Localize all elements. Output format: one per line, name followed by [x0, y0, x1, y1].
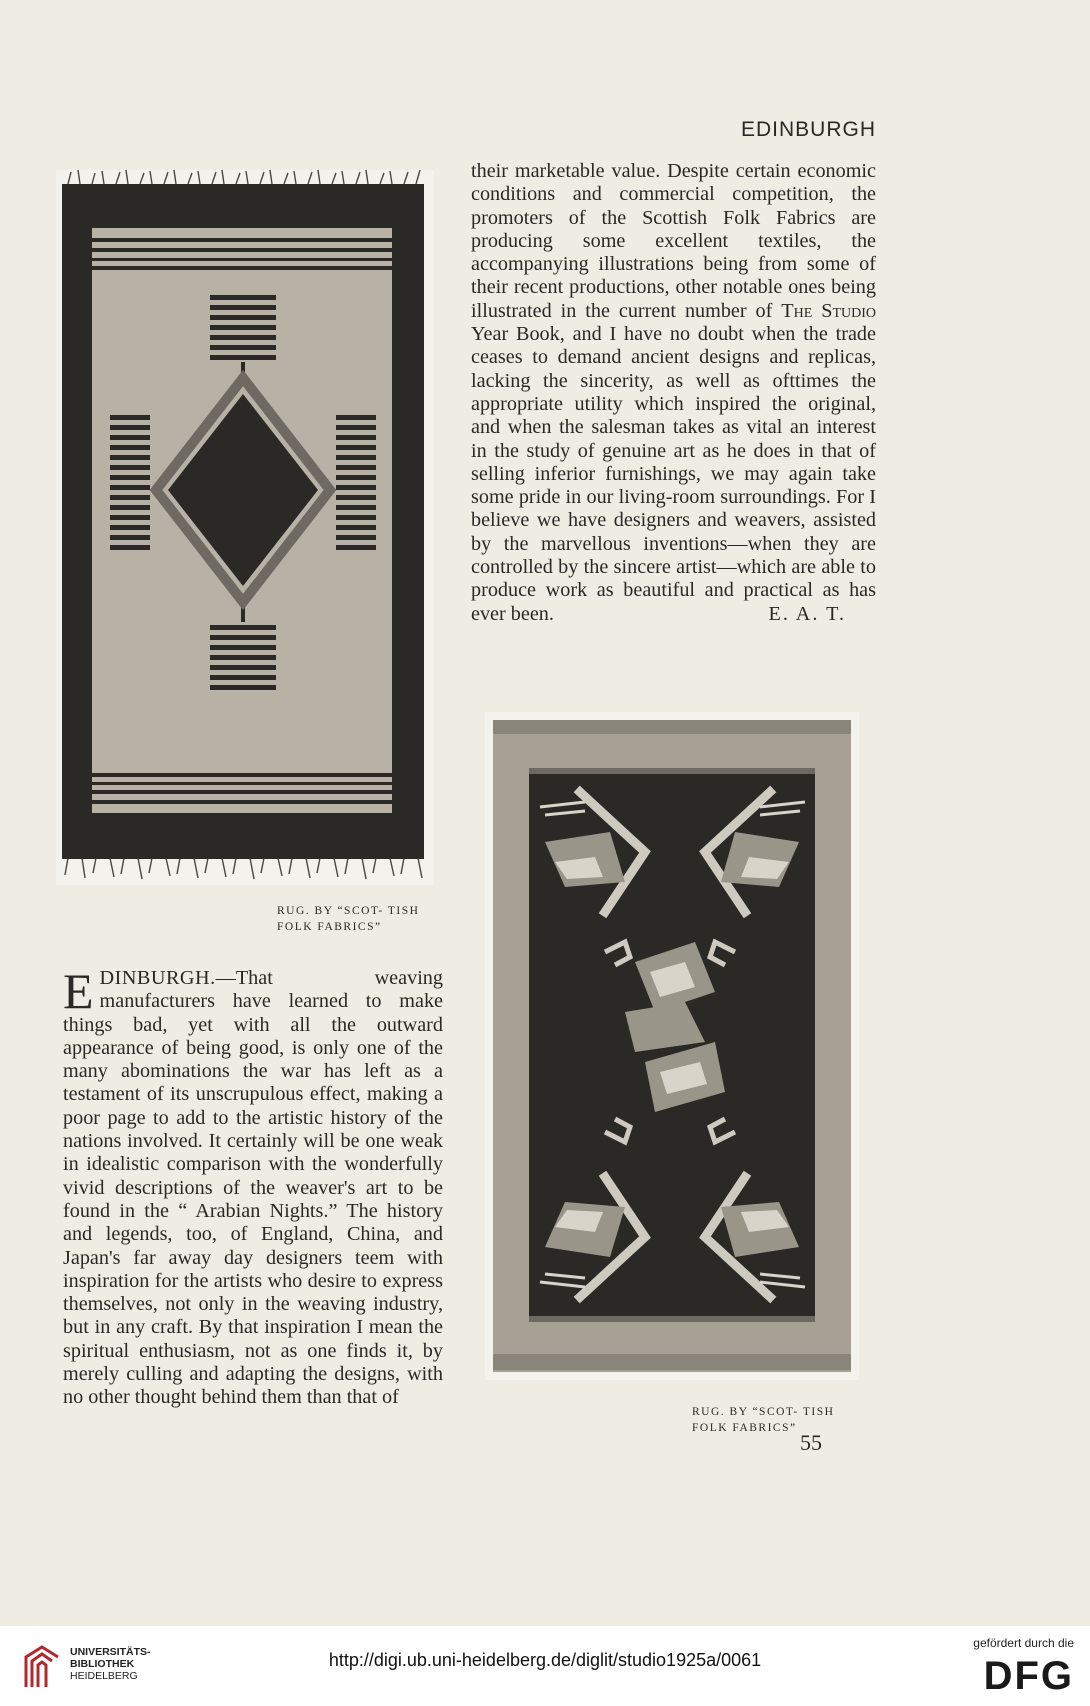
- rug-1-image: [56, 170, 434, 885]
- permalink-url[interactable]: http://digi.ub.uni-heidelberg.de/diglit/studio1925a/0061: [328, 1650, 762, 1670]
- page-number: 55: [800, 1430, 822, 1455]
- left-column-body: —That weaving manufacturers have learned to make things bad, yet with all the outward appearance of being good, is only one of the many abominations the war has left as a testament of its unscrupulous effect, making a poor page to add to the artistic history of the nations involved. It certainly will be one weak in idealistic comparison with the wonderfully vivid descriptions of the weaver's art to be found in the “ Arabian Nights.” The history and legends, too, of England, China, and Japan's far away day designers teem with inspiration for the artists who desire to express themselves, not only in the weaving industry, but in any craft. By that inspiration I mean the spiritual enthusiasm, not as one finds it, by merely culling and adapting the designs, with no other thought behind them than that of: [63, 967, 443, 1409]
- running-head: EDINBURGH: [740, 118, 876, 141]
- studio-name: The Studio: [781, 299, 876, 322]
- left-column-paragraph: [63, 963, 443, 1410]
- left-column-text: [63, 963, 443, 1410]
- library-name-line-2: BIBLIOTHEK: [70, 1658, 135, 1670]
- rug-2-caption: RUG. BY “SCOT- TISH FOLK FABRICS”: [692, 1406, 835, 1434]
- rug-illustration-2: [485, 712, 859, 1380]
- dfg-logo: DFG: [983, 1654, 1074, 1698]
- rug-illustration-1: [56, 170, 434, 885]
- right-text-after-studio: Year Book, and I have no doubt when the trade ceases to demand ancient designs and replicas, lacking the sincerity, as well as ofttimes the appropriate utility which inspired the original, and when the salesman takes as vital an interest in the study of genuine art as he does in that of selling inferior furnishings, we may again take some pride in our living-room surroundings. For I believe we have designers and weavers, assisted by the marvellous inventions—when they are controlled by the sincere artist—which are able to produce work as beautiful and practical as has ever been.: [471, 323, 876, 625]
- rug-2-image: [485, 712, 859, 1380]
- library-name-line-1: UNIVERSITÄTS-: [70, 1646, 151, 1658]
- digitization-footer: [0, 1626, 1090, 1706]
- right-column-text: [471, 160, 876, 626]
- drop-cap: E: [63, 963, 94, 1019]
- article-heading-word: DINBURGH.: [99, 967, 216, 989]
- funder-label: gefördert durch die: [973, 1636, 1074, 1650]
- library-name-line-3: HEIDELBERG: [70, 1670, 138, 1682]
- right-column-paragraph: [471, 160, 876, 626]
- right-text-before-studio: their marketable value. Despite certain economic conditions and commercial competition, the promoters of the Scottish Folk Fabrics are producing some excellent textiles, the accompanying illustrations being from some of their recent productions, other notable ones being illustrated in the current number of: [471, 160, 876, 322]
- author-signature: E. A. T.: [768, 602, 846, 625]
- rug-1-caption: RUG. BY “SCOT- TISH FOLK FABRICS”: [277, 905, 420, 933]
